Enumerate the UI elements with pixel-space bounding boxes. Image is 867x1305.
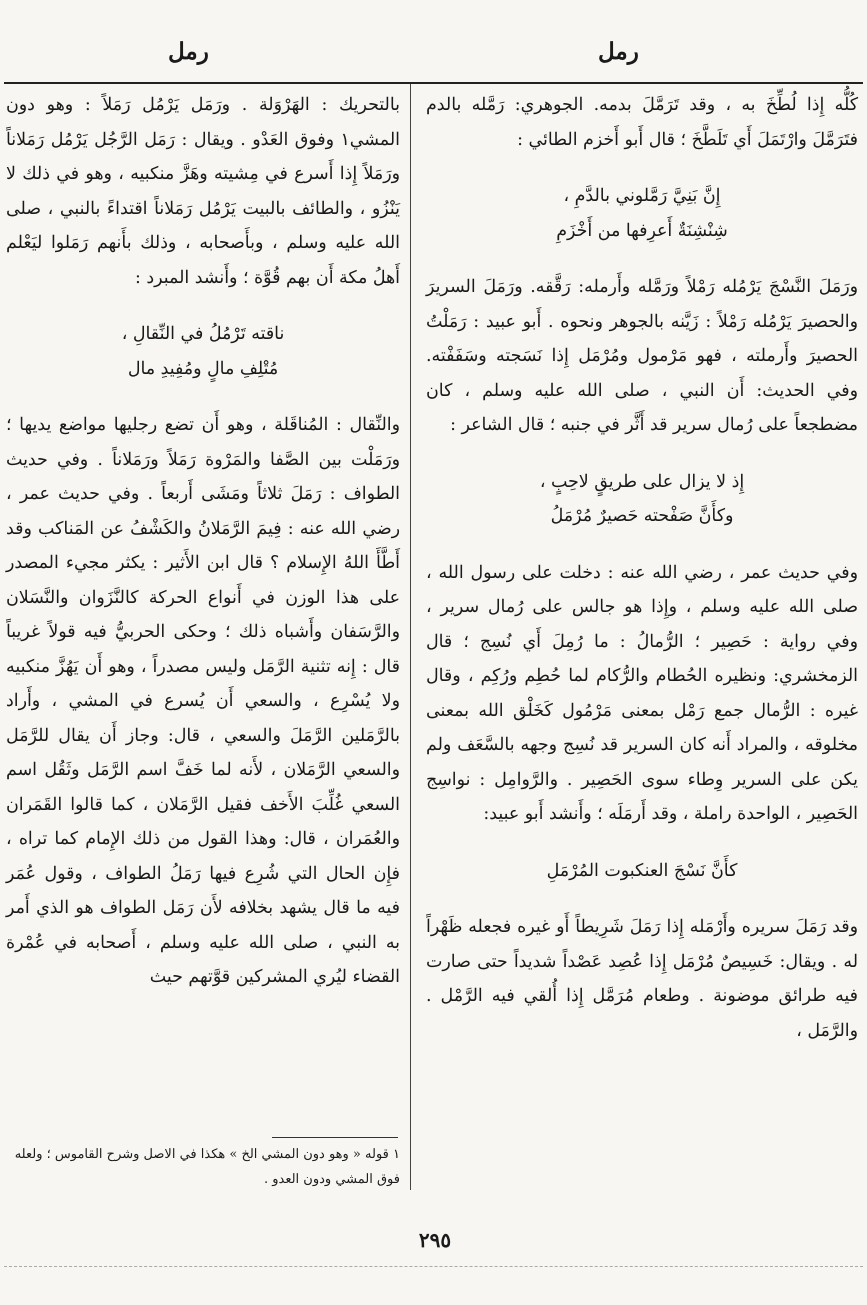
spacer	[426, 248, 858, 270]
spacer	[426, 888, 858, 910]
right-column	[426, 88, 858, 1048]
paragraph: وفي حديث عمر ، رضي الله عنه : دخلت على رسول الله ، صلى الله عليه وسلم ، وإِذا هو جالس على رُمال سرير ، وفي رواية : حَصِير ؛ الرُّمالُ : ما رُمِلَ أَي نُسِج ؛ قال الزمخشري: ونظيره الحُطام والرُّكام لما حُطِم ورُكِم ، وقال غيره : الرُّمال جمع رَمْل بمعنى مَرْمُول كَخَلْق الله بمعنى مخلوقه ، والمراد أَنه كان السرير قد نُسِج وجهه بالسَّعَف ولم يكن على السرير وِطاء سوى الحَصِير . والرَّوامِل : نواسِج الحَصِير ، الواحدة راملة ، وقد أَرمَلَه ؛ وأَنشد أَبو عبيد:	[426, 562, 858, 824]
column-divider	[410, 84, 411, 1190]
verse-line: ناقته تَرْمُلُ في النِّقالِ ،	[121, 324, 285, 344]
footnote: ١ قوله « وهو دون المشي الخ » هكذا في الاصل وشرح القاموس ؛ ولعله فوق المشي ودون العدو .	[14, 1147, 400, 1187]
verse-line: وكأَنَّ صَفْحته حَصيرٌ مُرْمَلُ	[550, 506, 734, 526]
spacer	[426, 832, 858, 854]
spacer	[6, 295, 400, 317]
page-header	[0, 30, 867, 80]
verse-line: كأَنَّ نَسْجَ العنكبوت المُرْمَلِ	[546, 860, 738, 881]
header-rule	[4, 82, 863, 84]
page-number: ٢٩٥	[418, 1228, 452, 1252]
paragraph: والنِّقال : المُناقَلة ، وهو أَن تضع رجليها مواضع يديها ؛ ورَمَلْت بين الصَّفا والمَرْوة رَمَلاً ورَمَلاناً . وفي حديث الطواف : رَمَلَ ثلاثاً ومَشَى أَربعاً . وفي حديث عمر ، رضي الله عنه : فِيمَ الرَّمَلانُ والكَشْفُ عن المَناكب وقد أَطَّأَ اللهُ الإِسلام ؟ قال ابن الأَثير : يكثر مجيء المصدر على هذا الوزن في أَنواع الحركة كالنَّزَوان والنَّسَلان والرَّسَفان وأَشباه ذلك ؛ وحكى الحربيُّ فيه قولاً غريباً قال : إِنه تثنية الرَّمَل وليس مصدراً ، وهو أَن يَهُزَّ منكبيه ولا يُسْرِع ، والسعي أَن يُسرع في المشي ، وأَراد بالرَّمَلين الرَّمَلَ والسعي ، قال: وجاز أَن يقال للرَّمَل والسعي الرَّمَلان ، لأَنه لما خَفَّ اسم الرَّمَل وثَقُل اسم السعي غُلِّبَ الأَخف فقيل الرَّمَلان ، كما قالوا القَمَران والعُمَران ، قال: وهذا القول من ذلك الإِمام كما تراه ، فإِن الحال التي شُرِع فيها رَمَلُ الطواف ، وقول عُمَر فيه ما قال يشهد بخلافه لأَن رَمَل الطواف هو الذي أَمر به النبي ، صلى الله عليه وسلم ، أَصحابه في عُمْرة القضاء ليُري المشركين قوَّتهم حيث	[6, 415, 400, 987]
paragraph: كُلُّه إِذا لُطِّخَ به ، وقد تَرَمَّلَ بدمه. الجوهري: رَمَّله بالدم فتَرَمَّلَ وارْتَمَلَ أَي تَلَطَّخَ ؛ قال أَبو أَخزم الطائي :	[426, 95, 858, 150]
paragraph: بالتحريك : الهَرْوَلة . ورَمَل يَرْمُل رَمَلاً : وهو دون المشي١ وفوق العَدْو . ويقال : رَمَل الرَّجُل يَرْمُل رَمَلاناً ورَمَلاً إِذا أَسرع في مِشيته وهَزَّ منكبيه ، وهو في ذلك لا يَنْزُو ، والطائف بالبيت يَرْمُل رَمَلاناً اقتداءً بالنبي ، صلى الله عليه وسلم ، وبأَصحابه ، وذلك بأَنهم رَمَلوا ليَعْلم أَهلُ مكة أَن بهم قُوَّة ؛ وأَنشد المبرد :	[6, 95, 400, 288]
verse-line: مُتْلِفِ مالٍ ومُفِيدِ مال	[127, 358, 279, 379]
spacer	[426, 534, 858, 556]
verse-line: إِنَّ بَنِيَّ رَمَّلوني بالدَّمِ ،	[563, 186, 721, 206]
header-word-left: رمل	[168, 38, 209, 65]
bottom-rule	[4, 1266, 863, 1267]
header-word-right: رمل	[598, 38, 639, 65]
paragraph: ورَمَلَ النَّسْجَ يَرْمُله رَمْلاً ورَمَّله وأَرمله: رَقَّقه. ورَمَلَ السريرَ والحصيرَ يَرْمُله رَمْلاً : زَيَّنه بالجوهر ونحوه . أَبو عبيد : رَمَلْتُ الحصيرَ وأَرملته ، فهو مَرْمول ومُرْمَل إِذا نَسَجته وسَفَفْته. وفي الحديث: أَن النبي ، صلى الله عليه وسلم ، كان مضطجعاً على رُمال سرير قد أَثَّر في جنبه ؛ قال الشاعر :	[426, 277, 858, 435]
spacer	[426, 443, 858, 465]
footnote-rule	[272, 1137, 398, 1138]
verse-line: إِذ لا يزال على طريقٍ لاحِبٍ ،	[539, 471, 745, 492]
paragraph: وقد رَمَلَ سريره وأَرْمَله إِذا رَمَلَ شَرِيطاً أَو غيره فجعله ظَهْراً له . ويقال: خَسِيصٌ مُرْمَل إِذا عُصِد عَصْداً شديداً حتى صارت فيه طرائق موضونة . وطعام مُرَمَّل إِذا أُلقي فيه الرَّمْل . والرَّمَل ،	[426, 917, 858, 1041]
spacer	[426, 157, 858, 179]
spacer	[6, 386, 400, 408]
verse-line: شِنْشِنَةٌ أَعرِفها من أَخْزَمِ	[556, 220, 728, 241]
left-column	[6, 88, 400, 995]
